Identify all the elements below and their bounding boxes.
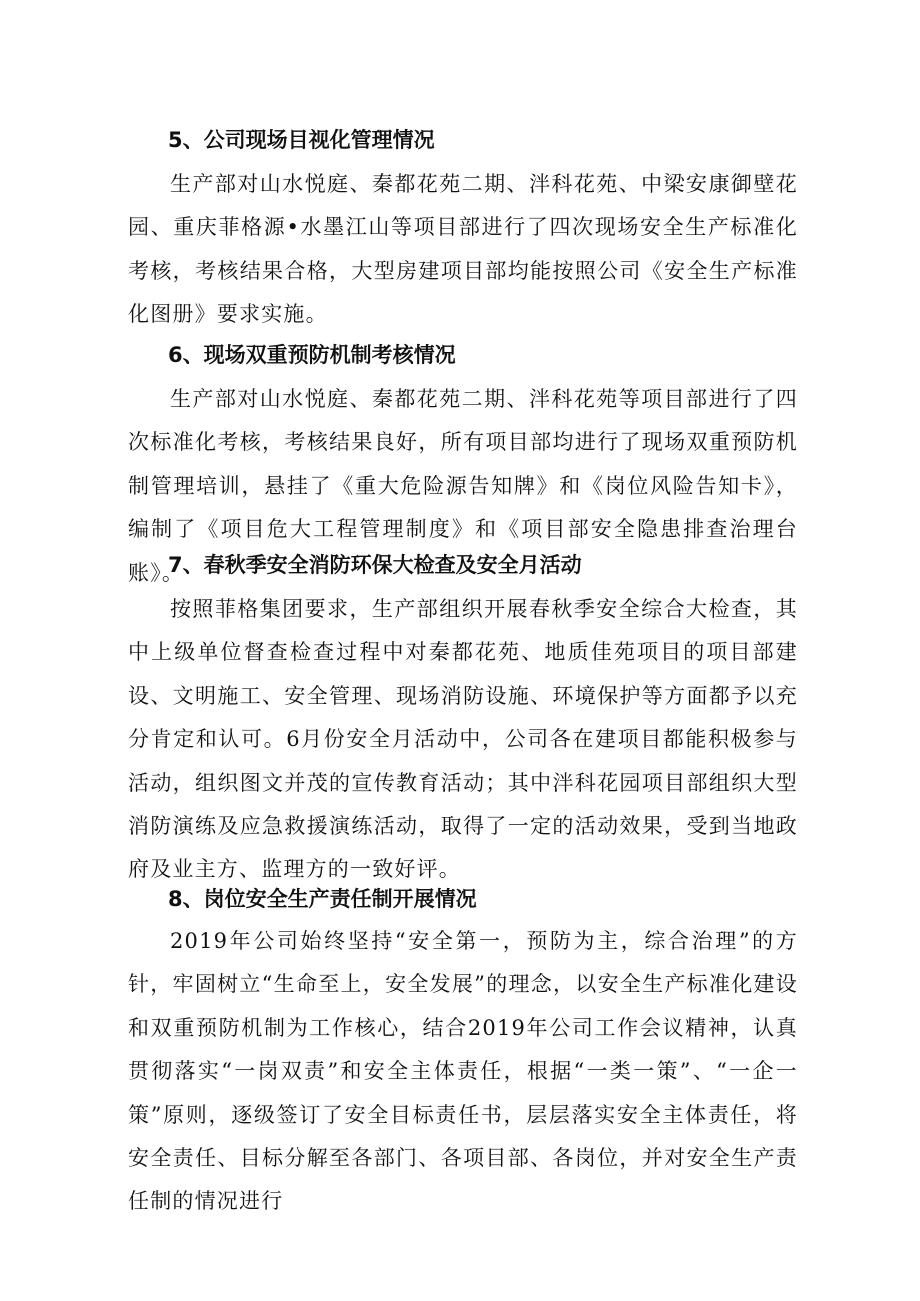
section-5-heading: 5、公司现场目视化管理情况 (168, 128, 435, 152)
section-7-heading: 7、春秋季安全消防环保大检查及安全月活动 (168, 553, 582, 577)
section-8-heading: 8、岗位安全生产责任制开展情况 (168, 887, 477, 911)
section-5-paragraph: 生产部对山水悦庭、秦都花苑二期、泮科花苑、中梁安康御壁花园、重庆菲格源•水墨江山等项目部进行了四次现场安全生产标准化考核，考核结果合格，大型房建项目部均能按照公司《安全生产标准化图册》要求实施。 (128, 172, 798, 327)
section-7-paragraph: 按照菲格集团要求，生产部组织开展春秋季安全综合大检查，其中上级单位督查检查过程中对秦都花苑、地质佳苑项目的项目部建设、文明施工、安全管理、现场消防设施、环境保护等方面都予以充分肯定和认可。6月份安全月活动中，公司各在建项目都能积极参与活动，组织图文并茂的宣传教育活动；其中泮科花园项目部组织大型消防演练及应急救援演练活动，取得了一定的活动效果，受到当地政府及业主方、监理方的一致好评。 (128, 597, 798, 882)
section-8-paragraph: 2019年公司始终坚持“安全第一，预防为主，综合治理”的方针，牢固树立“生命至上，安全发展”的理念，以安全生产标准化建设和双重预防机制为工作核心，结合2019年公司工作会议精神，认真贯彻落实“一岗双责”和安全主体责任，根据“一类一策”、“一企一策”原则，逐级签订了安全目标责任书，层层落实安全主体责任，将安全责任、目标分解至各部门、各项目部、各岗位，并对安全生产责任制的情况进行 (128, 929, 798, 1214)
section-6-heading: 6、现场双重预防机制考核情况 (168, 343, 456, 367)
section-6-paragraph: 生产部对山水悦庭、秦都花苑二期、泮科花苑等项目部进行了四次标准化考核，考核结果良好，所有项目部均进行了现场双重预防机制管理培训，悬挂了《重大危险源告知牌》和《岗位风险告知卡》，编制了《项目危大工程管理制度》和《项目部安全隐患排查治理台账》。 (128, 387, 798, 585)
